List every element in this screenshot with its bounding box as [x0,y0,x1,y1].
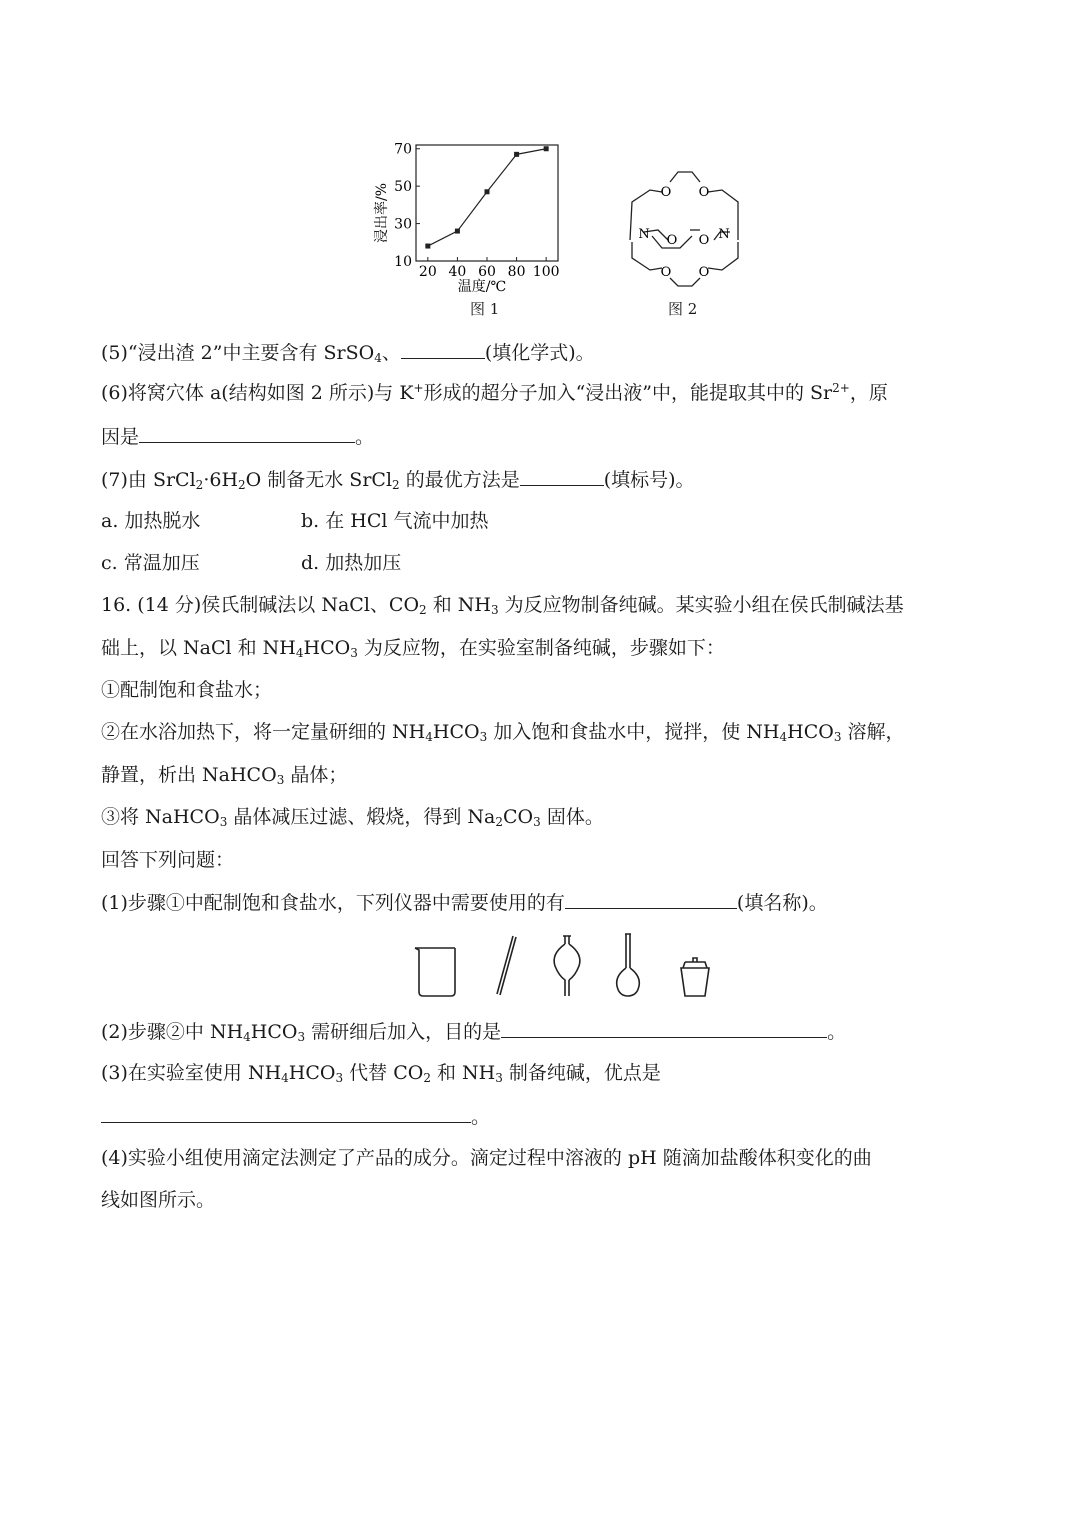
question-2: (2)步骤②中 $NH_4HCO_3$ 需研细后加入，目的是 。 [101,1021,847,1044]
glass-rod-icon [497,936,516,995]
question-16-line-2: 础上，以 NaCl 和 $NH_4HCO_3$ 为反应物，在实验室制备纯碱，步骤如下： [101,637,725,660]
volumetric-flask-icon [617,934,640,996]
option-c: c. 常温加压 [101,552,200,574]
atom-nitrogen: N [638,227,650,242]
atom-oxygen: O [660,185,672,200]
question-6-line-1: (6)将窝穴体 a(结构如图 2 所示)与 K+形成的超分子加入“浸出液”中，能提取其中的 $Sr^{2+}$，原 [101,381,888,404]
step-3: ③将 NaHCO$_3$ 晶体减压过滤、煅烧，得到 $Na_2CO_3$ 固体。 [101,806,604,829]
question-3-line-1: (3)在实验室使用 $NH_4HCO_3$ 代替 $CO_2$ 和 $NH_3$ 制备纯碱，优点是 [101,1062,661,1085]
apparatus-row [405,930,725,1000]
step-1: ①配制饱和食盐水； [101,679,273,701]
atom-oxygen: O [666,233,678,248]
data-point [514,152,519,157]
y-tick-label: 50 [394,179,412,196]
atom-oxygen: O [660,265,672,280]
chart-frame [416,145,558,261]
y-tick-label: 10 [394,254,412,270]
atom-oxygen: O [698,265,710,280]
x-tick-label: 40 [448,264,467,280]
answer-blank[interactable] [520,467,604,486]
answer-blank[interactable] [501,1019,827,1038]
x-tick-label: 80 [507,264,526,280]
data-point [485,189,490,194]
atom-oxygen: O [698,185,710,200]
answer-blank[interactable] [139,424,355,443]
step-2-line-2: 静置，析出 NaHCO$_3$ 晶体； [101,764,348,787]
option-d: d. 加热加压 [301,552,402,574]
x-tick-label: 60 [478,264,496,280]
question-4-line-1: (4)实验小组使用滴定法测定了产品的成分。滴定过程中溶液的 pH 随滴加盐酸体积变化的曲 [101,1147,872,1169]
question-5: (5)“浸出渣 2”中主要含有 SrSO$_4$、 (填化学式)。 [101,342,595,365]
figure-2-cryptand-structure [610,160,760,300]
atom-oxygen: O [698,233,710,248]
question-7: (7)由 $SrCl_2\cdot 6H_2O$ 制备无水 SrCl$_2$ 的最优方法是 (填标号)。 [101,469,695,492]
crucible-icon [681,958,709,996]
question-16-line-1: 16. (14 分)侯氏制碱法以 NaCl、$CO_2$ 和 $NH_3$ 为反应物制备纯碱。某实验小组在侯氏制碱法基 [101,594,904,617]
answer-blank[interactable] [401,340,485,359]
question-4-line-2: 线如图所示。 [101,1189,216,1211]
y-tick-label: 70 [394,141,412,158]
answer-prompt: 回答下列问题： [101,849,235,871]
answer-blank[interactable] [101,1104,471,1123]
series-line [428,149,546,246]
figure-2-caption: 图 2 [668,300,698,318]
x-tick-label: 20 [418,264,437,280]
figure-1-chart [360,135,570,300]
question-6-line-2: 因是 。 [101,426,375,448]
question-3-line-2: 。 [101,1104,490,1129]
chart-x-label: 温度/℃ [457,279,507,295]
figure-1-caption: 图 1 [470,300,500,318]
option-b: b. 在 HCl 气流中加热 [301,510,489,532]
y-tick-label: 30 [394,216,412,233]
answer-blank[interactable] [565,890,737,909]
data-point [455,229,460,234]
step-2-line-1: ②在水浴加热下，将一定量研细的 $NH_4HCO_3$ 加入饱和食盐水中，搅拌，使 $NH_4HCO_3$ 溶解， [101,721,905,744]
beaker-icon [415,948,455,996]
separatory-funnel-icon [554,936,580,996]
data-point [425,244,430,249]
chart-y-label: 浸出率/% [374,182,390,244]
data-point [544,146,549,151]
x-tick-label: 100 [532,264,560,280]
atom-nitrogen: N [718,227,730,242]
option-a: a. 加热脱水 [101,510,201,532]
question-1: (1)步骤①中配制饱和食盐水，下列仪器中需要使用的有 (填名称)。 [101,892,828,914]
